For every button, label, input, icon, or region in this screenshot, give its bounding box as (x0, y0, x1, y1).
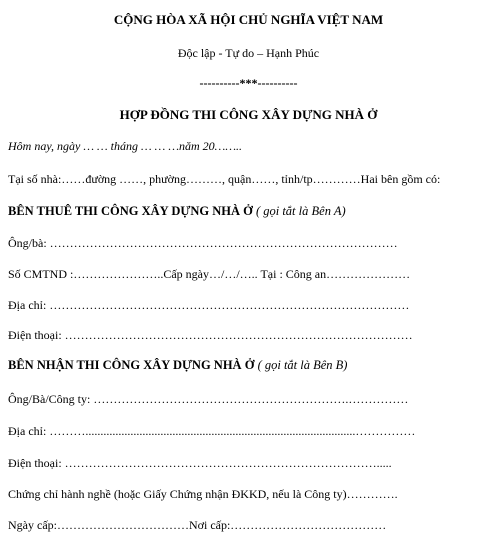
party-b-address-line: Địa chỉ: ………..........................................................................................…………… (8, 424, 416, 438)
location-line: Tại số nhà:……đường ……, phường………, quận……, tỉnh/tp…………Hai bên gồm có: (8, 172, 441, 186)
party-b-issue-line: Ngày cấp:……………………………Nơi cấp:………………………………… (8, 518, 387, 532)
party-b-heading-text: BÊN NHẬN THI CÔNG XÂY DỰNG NHÀ Ở (8, 358, 255, 372)
national-motto: Độc lập - Tự do – Hạnh Phúc (177, 46, 320, 60)
party-b-heading (8, 358, 347, 372)
party-a-heading-text: BÊN THUÊ THI CÔNG XÂY DỰNG NHÀ Ở (8, 204, 253, 218)
party-b-license-line: Chứng chỉ hành nghề (hoặc Giấy Chứng nhận ĐKKD, nếu là Công ty)…………. (8, 487, 398, 501)
party-a-heading-note: ( gọi tắt là Bên A) (252, 204, 346, 218)
party-b-phone-line: Điện thoại: ……………………………………………………………………..... (8, 456, 392, 470)
party-a-address-line: Địa chỉ: ……………………………………………………………………………… (8, 298, 410, 312)
party-a-id-line: Số CMTND :…………………..Cấp ngày…/…/….. Tại : Công an………………… (8, 267, 411, 281)
party-a-name-line: Ông/bà: …………………………………………………………………………… (8, 236, 398, 250)
party-b-heading-note: ( gọi tắt là Bên B) (254, 358, 348, 372)
national-title: CỘNG HÒA XÃ HỘI CHỦ NGHĨA VIỆT NAM (113, 12, 384, 27)
header-separator: ----------***---------- (199, 76, 298, 90)
party-b-name-line: Ông/Bà/Công ty: ……………………………………………………….…………… (8, 392, 409, 406)
party-a-phone-line: Điện thoại: …………………………………………………………………………… (8, 328, 413, 342)
date-line: Hôm nay, ngày … … tháng … … …năm 20…….. (8, 139, 243, 153)
party-a-heading (8, 204, 346, 218)
contract-title: HỢP ĐỒNG THI CÔNG XÂY DỰNG NHÀ Ở (119, 107, 378, 122)
